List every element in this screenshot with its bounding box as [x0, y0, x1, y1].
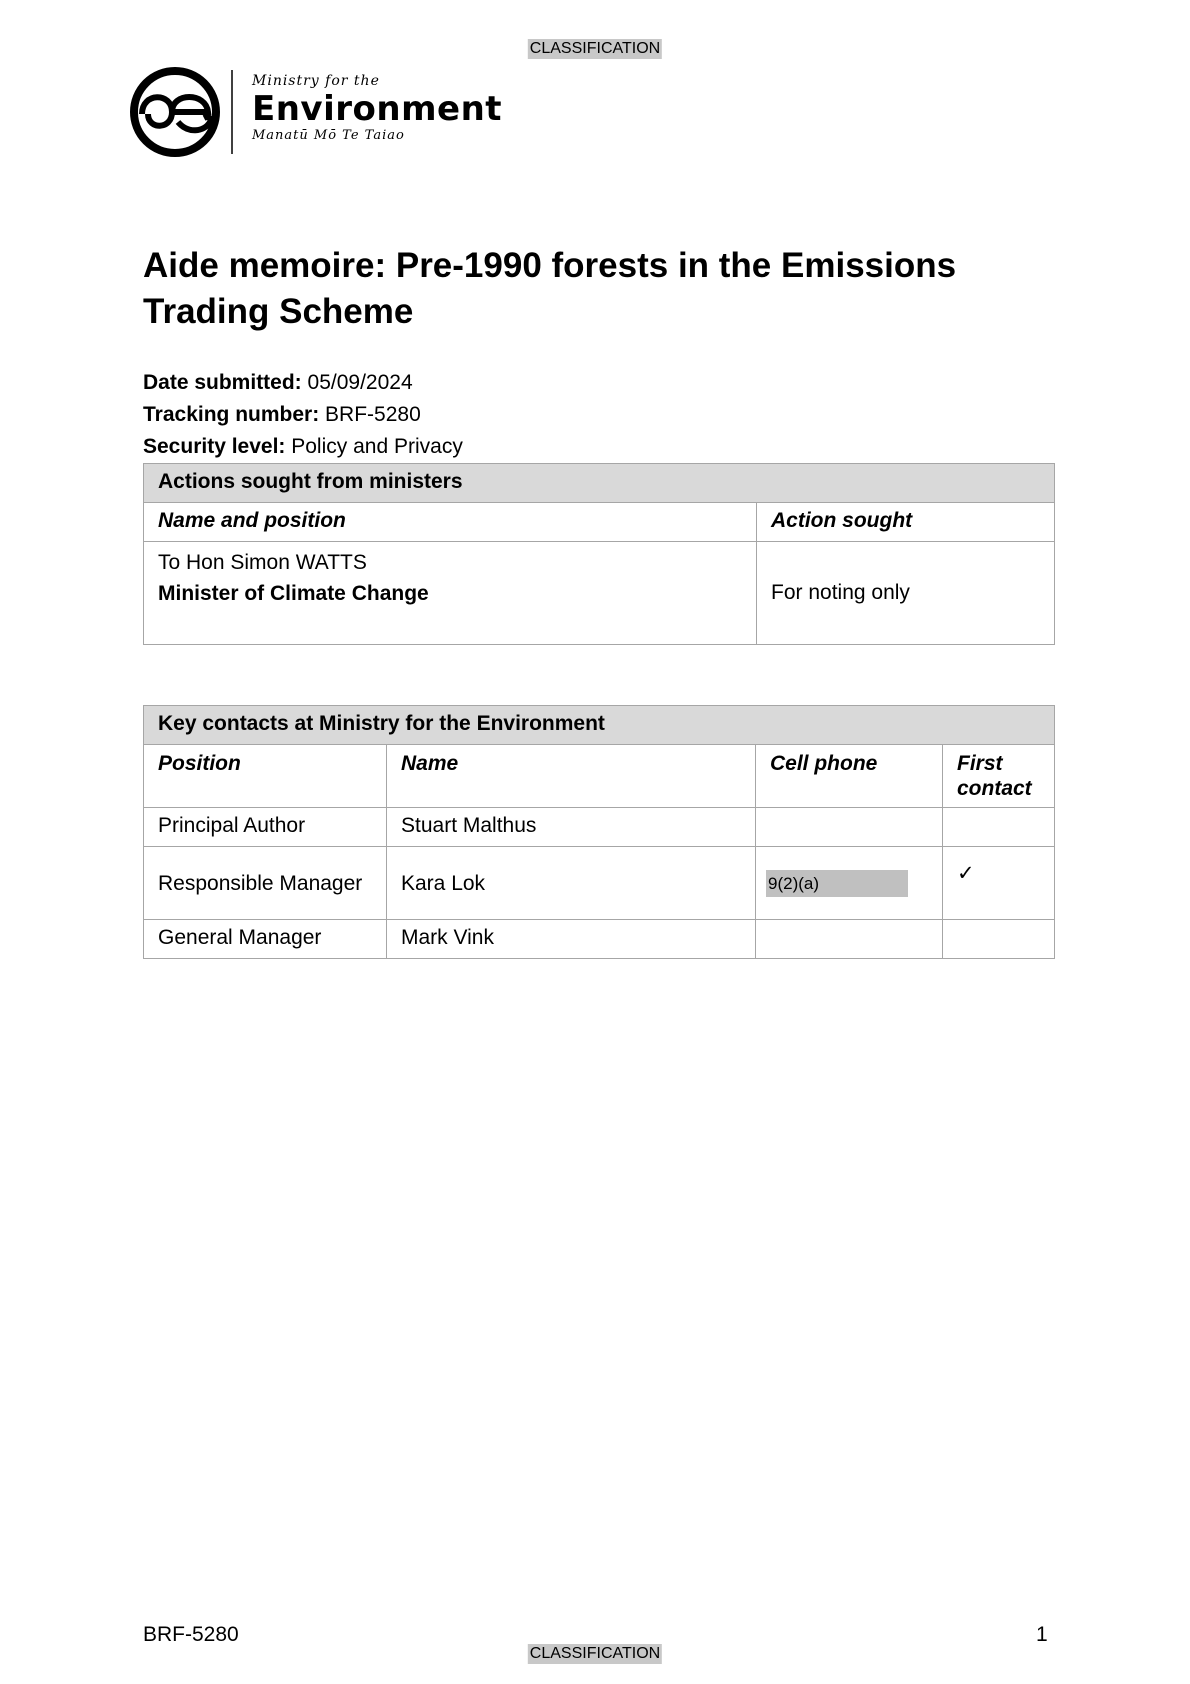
- contact-phone: [756, 808, 943, 847]
- contact-phone: [756, 920, 943, 959]
- classification-footer: CLASSIFICATION: [529, 1645, 661, 1662]
- contact-position: Principal Author: [144, 808, 387, 847]
- classification-header: CLASSIFICATION: [529, 40, 661, 57]
- contacts-col-first-contact: First contact: [943, 745, 1055, 808]
- logo-emblem-icon: [128, 62, 238, 162]
- page-number: 1: [1036, 1623, 1048, 1646]
- contacts-table-caption: Key contacts at Ministry for the Environment: [144, 706, 1055, 745]
- document-meta: [143, 367, 463, 463]
- contact-name: Stuart Malthus: [387, 808, 756, 847]
- actions-recipient-cell: [144, 542, 757, 645]
- contacts-table: [143, 705, 1055, 959]
- actions-table: [143, 463, 1055, 645]
- recipient-position: Minister of Climate Change: [158, 582, 429, 605]
- logo-line-big: Environment: [252, 89, 503, 129]
- action-sought-value: For noting only: [757, 542, 1055, 645]
- security-label: Security level:: [143, 435, 286, 458]
- tracking-label: Tracking number:: [143, 403, 320, 426]
- logo-line-sub: Manatū Mō Te Taiao: [252, 128, 405, 143]
- contacts-col-cell-phone: Cell phone: [756, 745, 943, 808]
- contact-position: Responsible Manager: [144, 847, 387, 920]
- contacts-col-position: Position: [144, 745, 387, 808]
- security-level: [143, 431, 463, 463]
- date-label: Date submitted:: [143, 371, 302, 394]
- contact-first: [943, 920, 1055, 959]
- date-value: 05/09/2024: [307, 371, 413, 394]
- tracking-value: BRF-5280: [325, 403, 421, 426]
- table-row: [144, 808, 1055, 847]
- table-row: [144, 920, 1055, 959]
- tracking-number: [143, 399, 463, 431]
- date-submitted: [143, 367, 463, 399]
- first-contact-check-icon: ✓: [943, 847, 1055, 920]
- actions-table-caption: Actions sought from ministers: [144, 464, 1055, 503]
- contact-name: Mark Vink: [387, 920, 756, 959]
- recipient-name: To Hon Simon WATTS: [158, 551, 367, 574]
- page-title: Aide memoire: Pre-1990 forests in the Emissions Trading Scheme: [143, 246, 957, 331]
- contact-phone-cell: [756, 847, 943, 920]
- actions-col-action-sought: Action sought: [757, 503, 1055, 542]
- redacted-phone: 9(2)(a): [766, 870, 908, 897]
- contact-position: General Manager: [144, 920, 387, 959]
- table-row: [144, 847, 1055, 920]
- footer-reference: BRF-5280: [143, 1623, 239, 1646]
- ministry-logo: [128, 62, 503, 162]
- security-value: Policy and Privacy: [291, 435, 463, 458]
- contact-name: Kara Lok: [387, 847, 756, 920]
- logo-line-small: Ministry for the: [252, 73, 380, 89]
- contacts-col-name: Name: [387, 745, 756, 808]
- contact-first: [943, 808, 1055, 847]
- actions-col-name-position: Name and position: [144, 503, 757, 542]
